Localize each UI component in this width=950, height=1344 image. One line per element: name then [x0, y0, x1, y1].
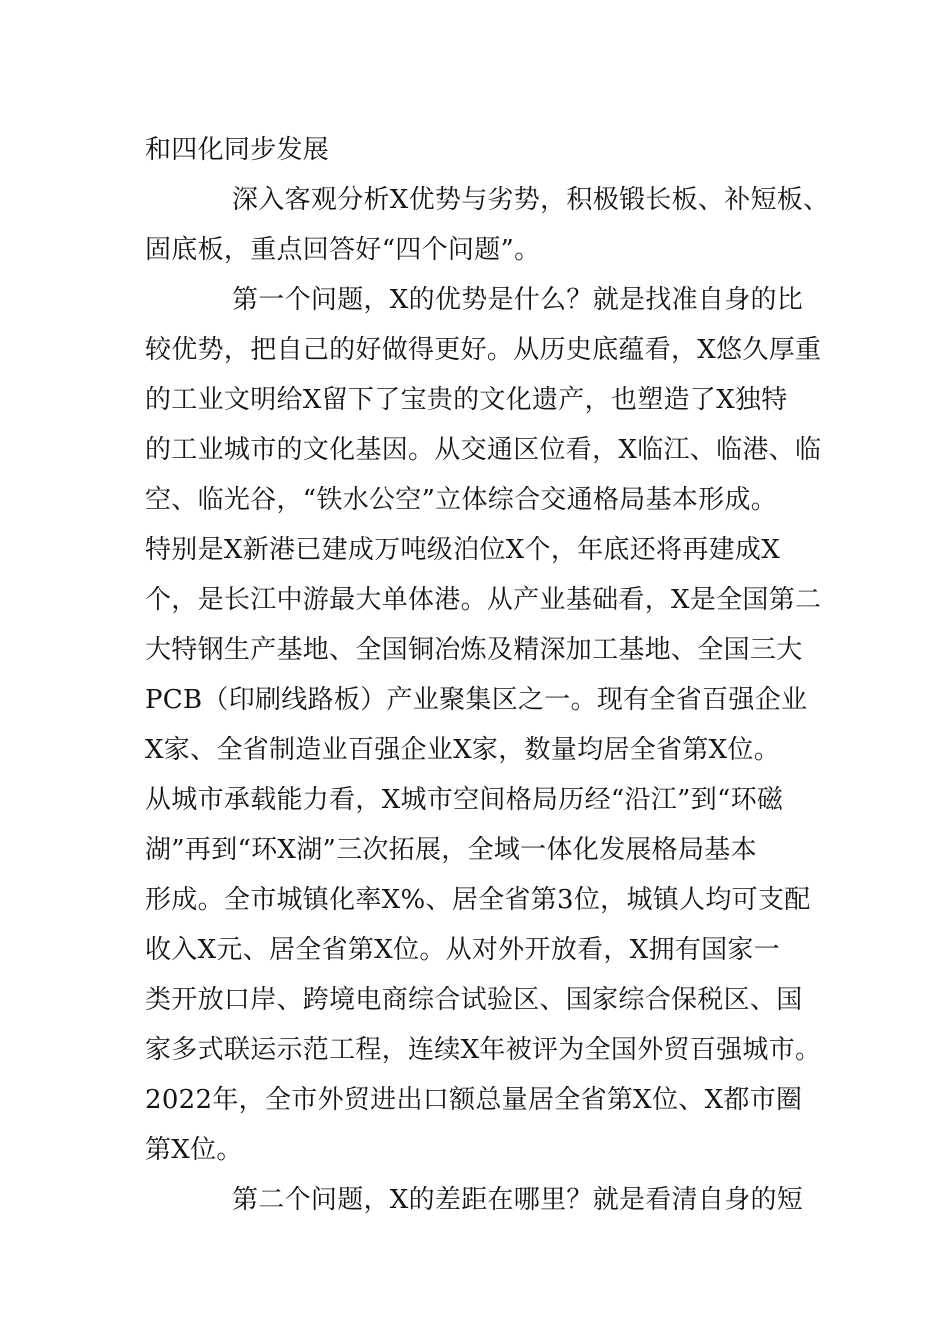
- text-line: 湖”再到“环X湖”三次拓展，全域一体化发展格局基本: [145, 835, 757, 865]
- text-line: 形成。全市城镇化率X%、居全省第3位，城镇人均可支配: [145, 885, 811, 915]
- text-line: 的工业文明给X留下了宝贵的文化遗产，也塑造了X独特: [145, 385, 788, 415]
- text-line: 较优势，把自己的好做得更好。从历史底蕴看，X悠久厚重: [145, 335, 822, 365]
- text-line: 大特钢生产基地、全国铜冶炼及精深加工基地、全国三大: [145, 635, 803, 665]
- text-line: 个，是长江中游最大单体港。从产业基础看，X是全国第二: [145, 585, 822, 615]
- text-line: 特别是X新港已建成万吨级泊位X个，年底还将再建成X: [145, 535, 781, 565]
- text-line: 固底板，重点回答好“四个问题”。: [145, 235, 541, 265]
- text-line: PCB（印刷线路板）产业聚集区之一。现有全省百强企业: [145, 685, 808, 715]
- text-line: X家、全省制造业百强企业X家，数量均居全省第X位。: [145, 735, 781, 765]
- paragraph-first-line: 第二个问题，X的差距在哪里？就是看清自身的短: [232, 1185, 804, 1215]
- text-line: 空、临光谷，“铁水公空”立体综合交通格局基本形成。: [145, 485, 778, 515]
- text-line: 和四化同步发展: [145, 135, 330, 165]
- text-line: 2022年，全市外贸进出口额总量居全省第X位、X都市圈: [145, 1085, 803, 1115]
- paragraph-first-line: 深入客观分析X优势与劣势，积极锻长板、补短板、: [232, 185, 830, 215]
- text-line: 第X位。: [145, 1135, 243, 1165]
- text-line: 从城市承载能力看，X城市空间格局历经“沿江”到“环磁: [145, 785, 784, 815]
- text-line: 收入X元、居全省第X位。从对外开放看，X拥有国家一: [145, 935, 781, 965]
- paragraph-first-line: 第一个问题，X的优势是什么？就是找准自身的比: [232, 285, 804, 315]
- text-line: 类开放口岸、跨境电商综合试验区、国家综合保税区、国: [145, 985, 803, 1015]
- text-line: 的工业城市的文化基因。从交通区位看，X临江、临港、临: [145, 435, 822, 465]
- text-line: 家多式联运示范工程，连续X年被评为全国外贸百强城市。: [145, 1035, 822, 1065]
